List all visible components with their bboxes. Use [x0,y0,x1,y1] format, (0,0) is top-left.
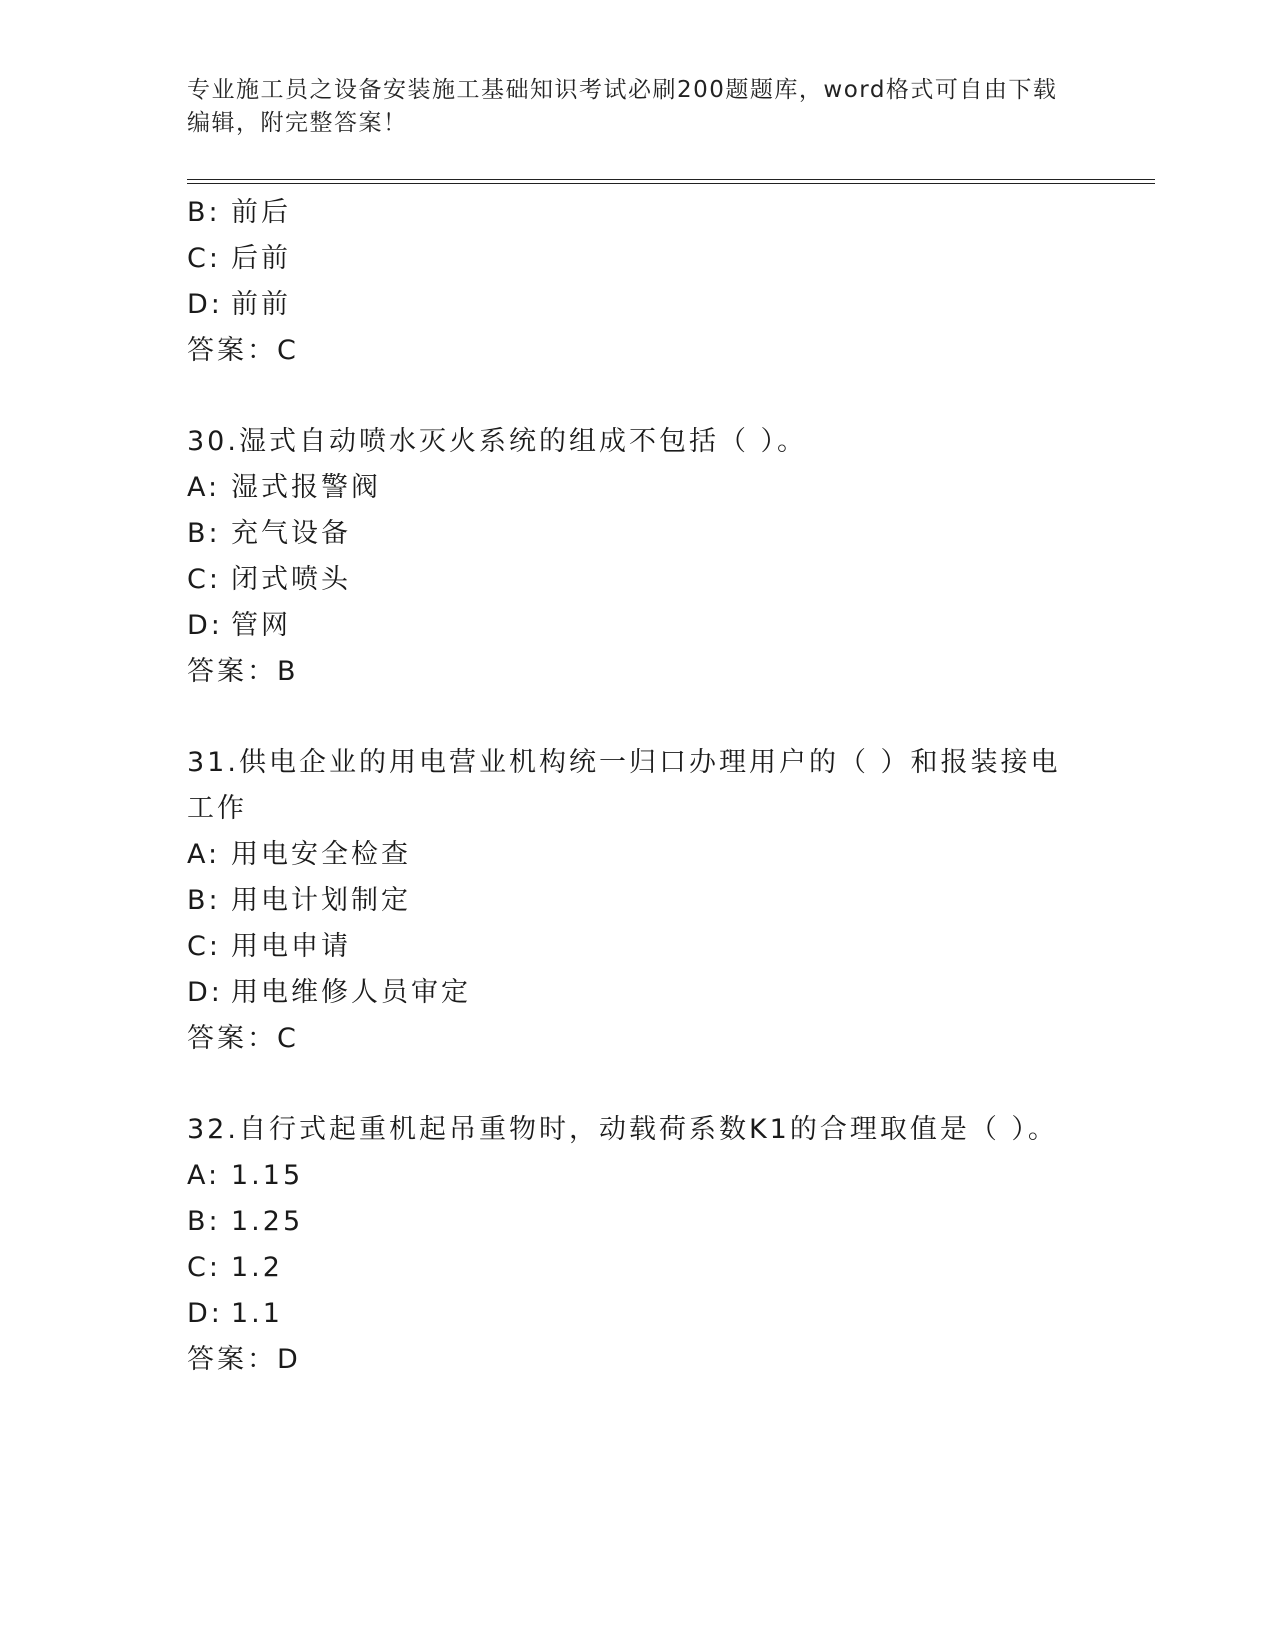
answer: 答案：B [187,656,299,687]
option-a: A: 1.15 [187,1160,304,1191]
header-divider-bottom [187,183,1155,184]
option-b: B: 1.25 [187,1206,304,1237]
question-31 [187,740,1087,1062]
answer: 答案：C [187,335,299,366]
option-a: A: 用电安全检查 [187,839,411,870]
answer: 答案：C [187,1023,299,1054]
option-c: C: 后前 [187,243,291,274]
document-header [187,74,1067,140]
option-b: B: 前后 [187,197,291,228]
header-title: 专业施工员之设备安装施工基础知识考试必刷200题题库，word格式可自由下载编辑，附完整答案！ [187,77,1058,136]
question-stem: 31.供电企业的用电营业机构统一归口办理用户的（ ）和报装接电工作 [187,747,1061,824]
question-stem: 30.湿式自动喷水灭火系统的组成不包括（ ）。 [187,426,808,457]
option-b: B: 用电计划制定 [187,885,411,916]
option-c: C: 用电申请 [187,931,351,962]
option-c: C: 1.2 [187,1252,283,1283]
previous-question-tail [187,190,1087,374]
question-30 [187,419,1087,695]
question-stem: 32.自行式起重机起吊重物时，动载荷系数K1的合理取值是（ ）。 [187,1114,1058,1145]
question-list [187,190,1087,1383]
option-d: D: 管网 [187,610,291,641]
question-32 [187,1107,1087,1383]
answer: 答案：D [187,1344,301,1375]
option-c: C: 闭式喷头 [187,564,351,595]
header-divider-top [187,179,1155,180]
option-d: D: 前前 [187,289,291,320]
option-d: D: 1.1 [187,1298,283,1329]
option-d: D: 用电维修人员审定 [187,977,471,1008]
option-b: B: 充气设备 [187,518,351,549]
option-a: A: 湿式报警阀 [187,472,381,503]
